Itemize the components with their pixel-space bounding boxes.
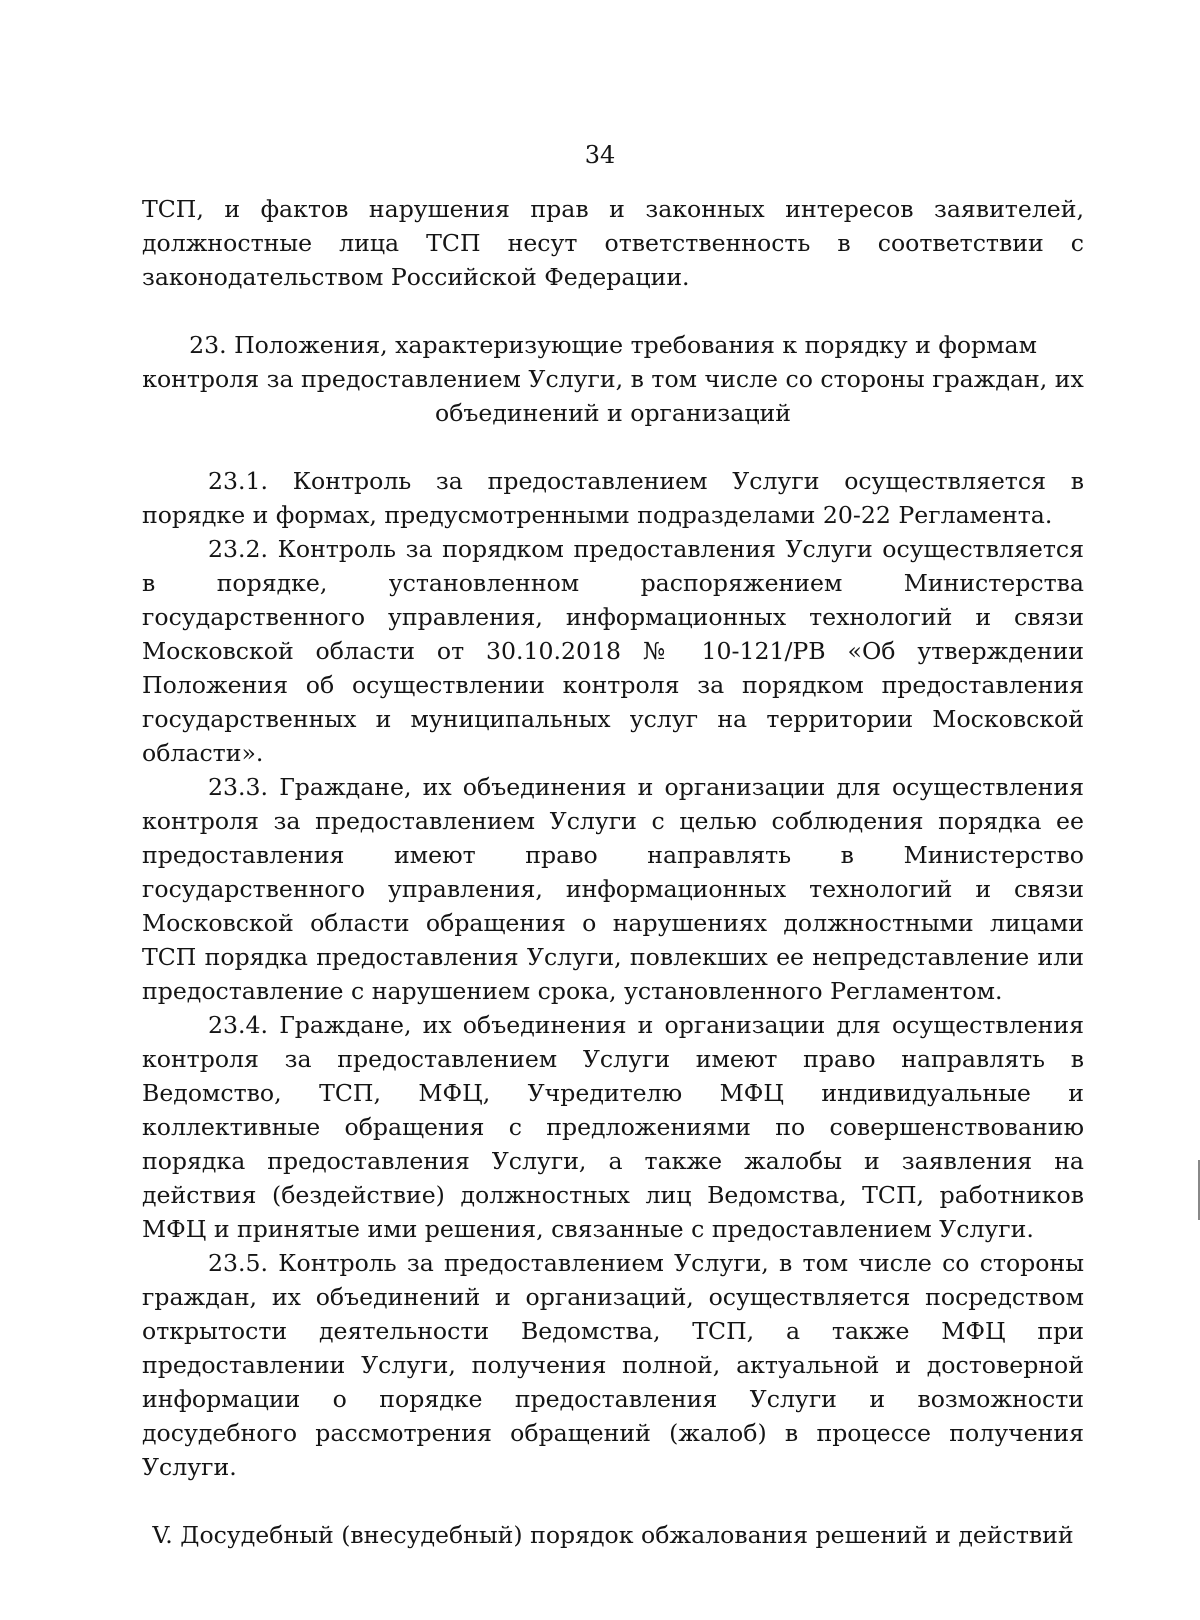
paragraph-23-4: 23.4. Граждане, их объединения и организации для осуществления контроля за предоставлением Услуги имеют право направлять в Ведомство, ТСП, МФЦ, Учредителю МФЦ индивидуальные и коллективные обращения с предложениями по совершенствованию порядка предоставления Услуги, а также жалобы и заявления на действия (бездействие) должностных лиц Ведомства, ТСП, работников МФЦ и принятые ими решения, связанные с предоставлением Услуги. bbox=[142, 1011, 1084, 1243]
paragraph-23-2: 23.2. Контроль за порядком предоставления Услуги осуществляется в порядке, установленном распоряжением Министерства государственного управления, информационных технологий и связи Московской области от 30.10.2018 № 10-121/РВ «Об утверждении Положения об осуществлении контроля за порядком предоставления государственных и муниципальных услуг на территории Московской области». bbox=[142, 535, 1084, 767]
continuation-paragraph: ТСП, и фактов нарушения прав и законных интересов заявителей, должностные лица ТСП несут ответственность в соответствии с законодательством Российской Федерации. bbox=[142, 195, 1084, 291]
document-body bbox=[142, 192, 1084, 1552]
section-23-heading: 23. Положения, характеризующие требования к порядку и формам контроля за предоставлением Услуги, в том числе со стороны граждан, их объединений и организаций bbox=[142, 331, 1084, 427]
paragraph-23-3: 23.3. Граждане, их объединения и организации для осуществления контроля за предоставлением Услуги с целью соблюдения порядка ее предоставления имеют право направлять в Министерство государственного управления, информационных технологий и связи Московской области обращения о нарушениях должностными лицами ТСП порядка предоставления Услуги, повлекших ее непредставление или предоставление с нарушением срока, установленного Регламентом. bbox=[142, 773, 1084, 1005]
paragraph-23-1: 23.1. Контроль за предоставлением Услуги осуществляется в порядке и формах, предусмотренными подразделами 20-22 Регламента. bbox=[142, 467, 1084, 529]
paragraph-23-5: 23.5. Контроль за предоставлением Услуги, в том числе со стороны граждан, их объединений и организаций, осуществляется посредством открытости деятельности Ведомства, ТСП, а также МФЦ при предоставлении Услуги, получения полной, актуальной и достоверной информации о порядке предоставления Услуги и возможности досудебного рассмотрения обращений (жалоб) в процессе получения Услуги. bbox=[142, 1249, 1084, 1481]
page-number: 34 bbox=[584, 141, 616, 169]
chapter-v-heading: V. Досудебный (внесудебный) порядок обжалования решений и действий bbox=[152, 1521, 1074, 1549]
